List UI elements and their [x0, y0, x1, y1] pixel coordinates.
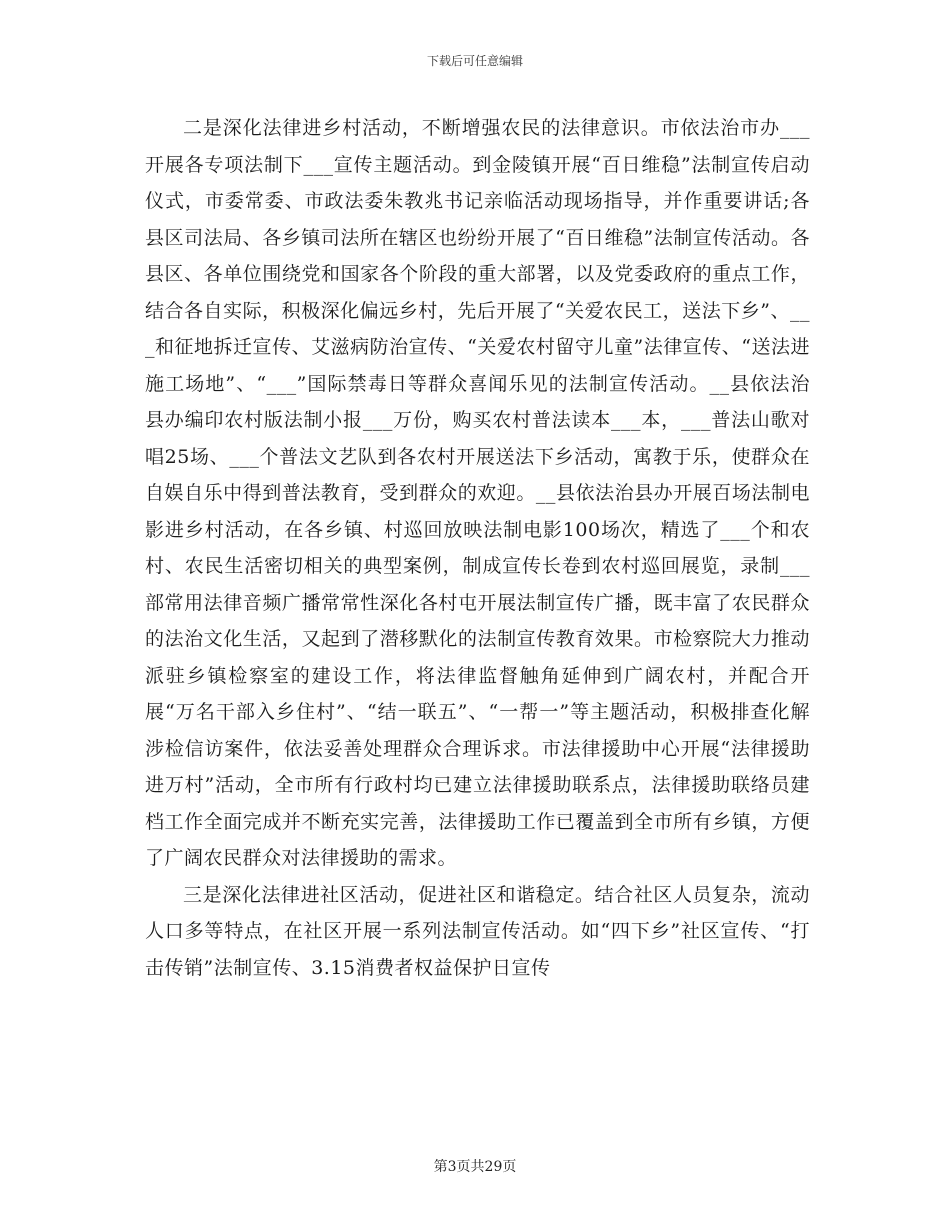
document-body [145, 110, 810, 986]
paragraph-community-law: 三是深化法律进社区活动，促进社区和谐稳定。结合社区人员复杂，流动人口多等特点，在社区开展一系列法制宣传活动。如“四下乡”社区宣传、“打击传销”法制宣传、3.15消费者权益保护日宣传 [145, 883, 810, 979]
paragraph-rural-law: 二是深化法律进乡村活动，不断增强农民的法律意识。市依法治市办___开展各专项法制下___宣传主题活动。到金陵镇开展“百日维稳”法制宣传启动仪式，市委常委、市政法委朱教兆书记亲临活动现场指导，并作重要讲话;各县区司法局、各乡镇司法所在辖区也纷纷开展了“百日维稳”法制宣传活动。各县区、各单位围绕党和国家各个阶段的重大部署，以及党委政府的重点工作，结合各自实际，积极深化偏远乡村，先后开展了“关爱农民工，送法下乡”、___和征地拆迁宣传、艾滋病防治宣传、“关爱农村留守儿童”法律宣传、“送法进施工场地”、“___”国际禁毒日等群众喜闻乐见的法制宣传活动。__县依法治县办编印农村版法制小报___万份，购买农村普法读本___本，___普法山歌对唱25场、___个普法文艺队到各农村开展送法下乡活动，寓教于乐，使群众在自娱自乐中得到普法教育，受到群众的欢迎。__县依法治县办开展百场法制电影进乡村活动，在各乡镇、村巡回放映法制电影100场次，精选了___个和农村、农民生活密切相关的典型案例，制成宣传长卷到农村巡回展览，录制___部常用法律音频广播常常性深化各村屯开展法制宣传广播，既丰富了农民群众的法治文化生活，又起到了潜移默化的法制宣传教育效果。市检察院大力推动派驻乡镇检察室的建设工作，将法律监督触角延伸到广阔农村，并配合开展“万名干部入乡住村”、“结一联五”、“一帮一”等主题活动，积极排查化解涉检信访案件，依法妥善处理群众合理诉求。市法律援助中心开展“法律援助进万村”活动，全市所有行政村均已建立法律援助联系点，法律援助联络员建档工作全面完成并不断充实完善，法律援助工作已覆盖到全市所有乡镇，方便了广阔农民群众对法律援助的需求。 [145, 117, 810, 869]
page-header-note: 下载后可任意编辑 [426, 54, 523, 68]
page-footer-number: 第3页共29页 [433, 1159, 517, 1175]
